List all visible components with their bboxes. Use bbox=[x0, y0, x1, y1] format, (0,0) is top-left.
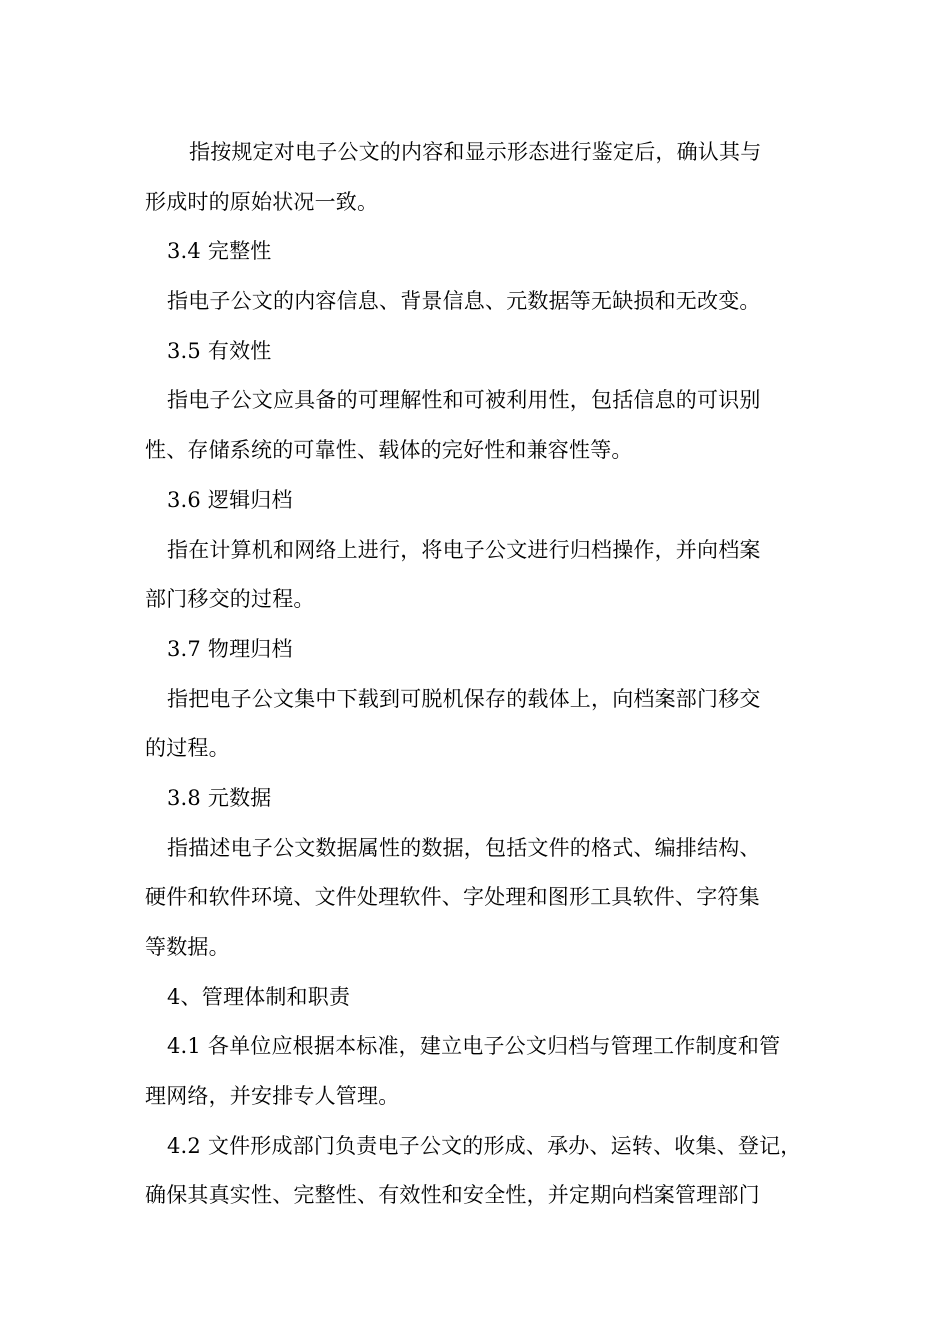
section-heading: 3.7 物理归档 bbox=[167, 636, 293, 661]
paragraph-line: 指电子公文应具备的可理解性和可被利用性，包括信息的可识别 bbox=[167, 388, 761, 413]
paragraph-line: 理网络，并安排专人管理。 bbox=[145, 1084, 400, 1109]
document-body bbox=[145, 128, 810, 1221]
paragraph-line: 等数据。 bbox=[145, 935, 230, 959]
section-heading: 4、管理体制和职责 bbox=[167, 984, 351, 1009]
paragraph-line: 指在计算机和网络上进行，将电子公文进行归档操作，并向档案 bbox=[167, 537, 761, 562]
paragraph-line: 4.1 各单位应根据本标准，建立电子公文归档与管理工作制度和管 bbox=[167, 1034, 781, 1059]
paragraph-line: 指描述电子公文数据属性的数据，包括文件的格式、编排结构、 bbox=[167, 835, 761, 860]
paragraph-line: 性、存储系统的可靠性、载体的完好性和兼容性等。 bbox=[145, 438, 633, 463]
paragraph-line: 4.2 文件形成部门负责电子公文的形成、承办、运转、收集、登记， bbox=[167, 1133, 802, 1158]
paragraph-line: 的过程。 bbox=[145, 736, 230, 761]
paragraph-line: 指电子公文的内容信息、背景信息、元数据等无缺损和无改变。 bbox=[167, 289, 761, 314]
paragraph-line: 形成时的原始状况一致。 bbox=[145, 189, 379, 214]
paragraph-line: 部门移交的过程。 bbox=[145, 587, 315, 612]
section-heading: 3.8 元数据 bbox=[167, 785, 272, 810]
section-heading: 3.4 完整性 bbox=[167, 239, 272, 264]
section-heading: 3.5 有效性 bbox=[167, 338, 272, 363]
paragraph-line: 指按规定对电子公文的内容和显示形态进行鉴定后，确认其与 bbox=[189, 140, 762, 164]
paragraph-line: 硬件和软件环境、文件处理软件、字处理和图形工具软件、字符集 bbox=[145, 885, 760, 910]
section-heading: 3.6 逻辑归档 bbox=[167, 487, 293, 512]
paragraph-line: 指把电子公文集中下载到可脱机保存的载体上，向档案部门移交 bbox=[167, 686, 761, 711]
paragraph-line: 确保其真实性、完整性、有效性和安全性，并定期向档案管理部门 bbox=[145, 1183, 760, 1208]
